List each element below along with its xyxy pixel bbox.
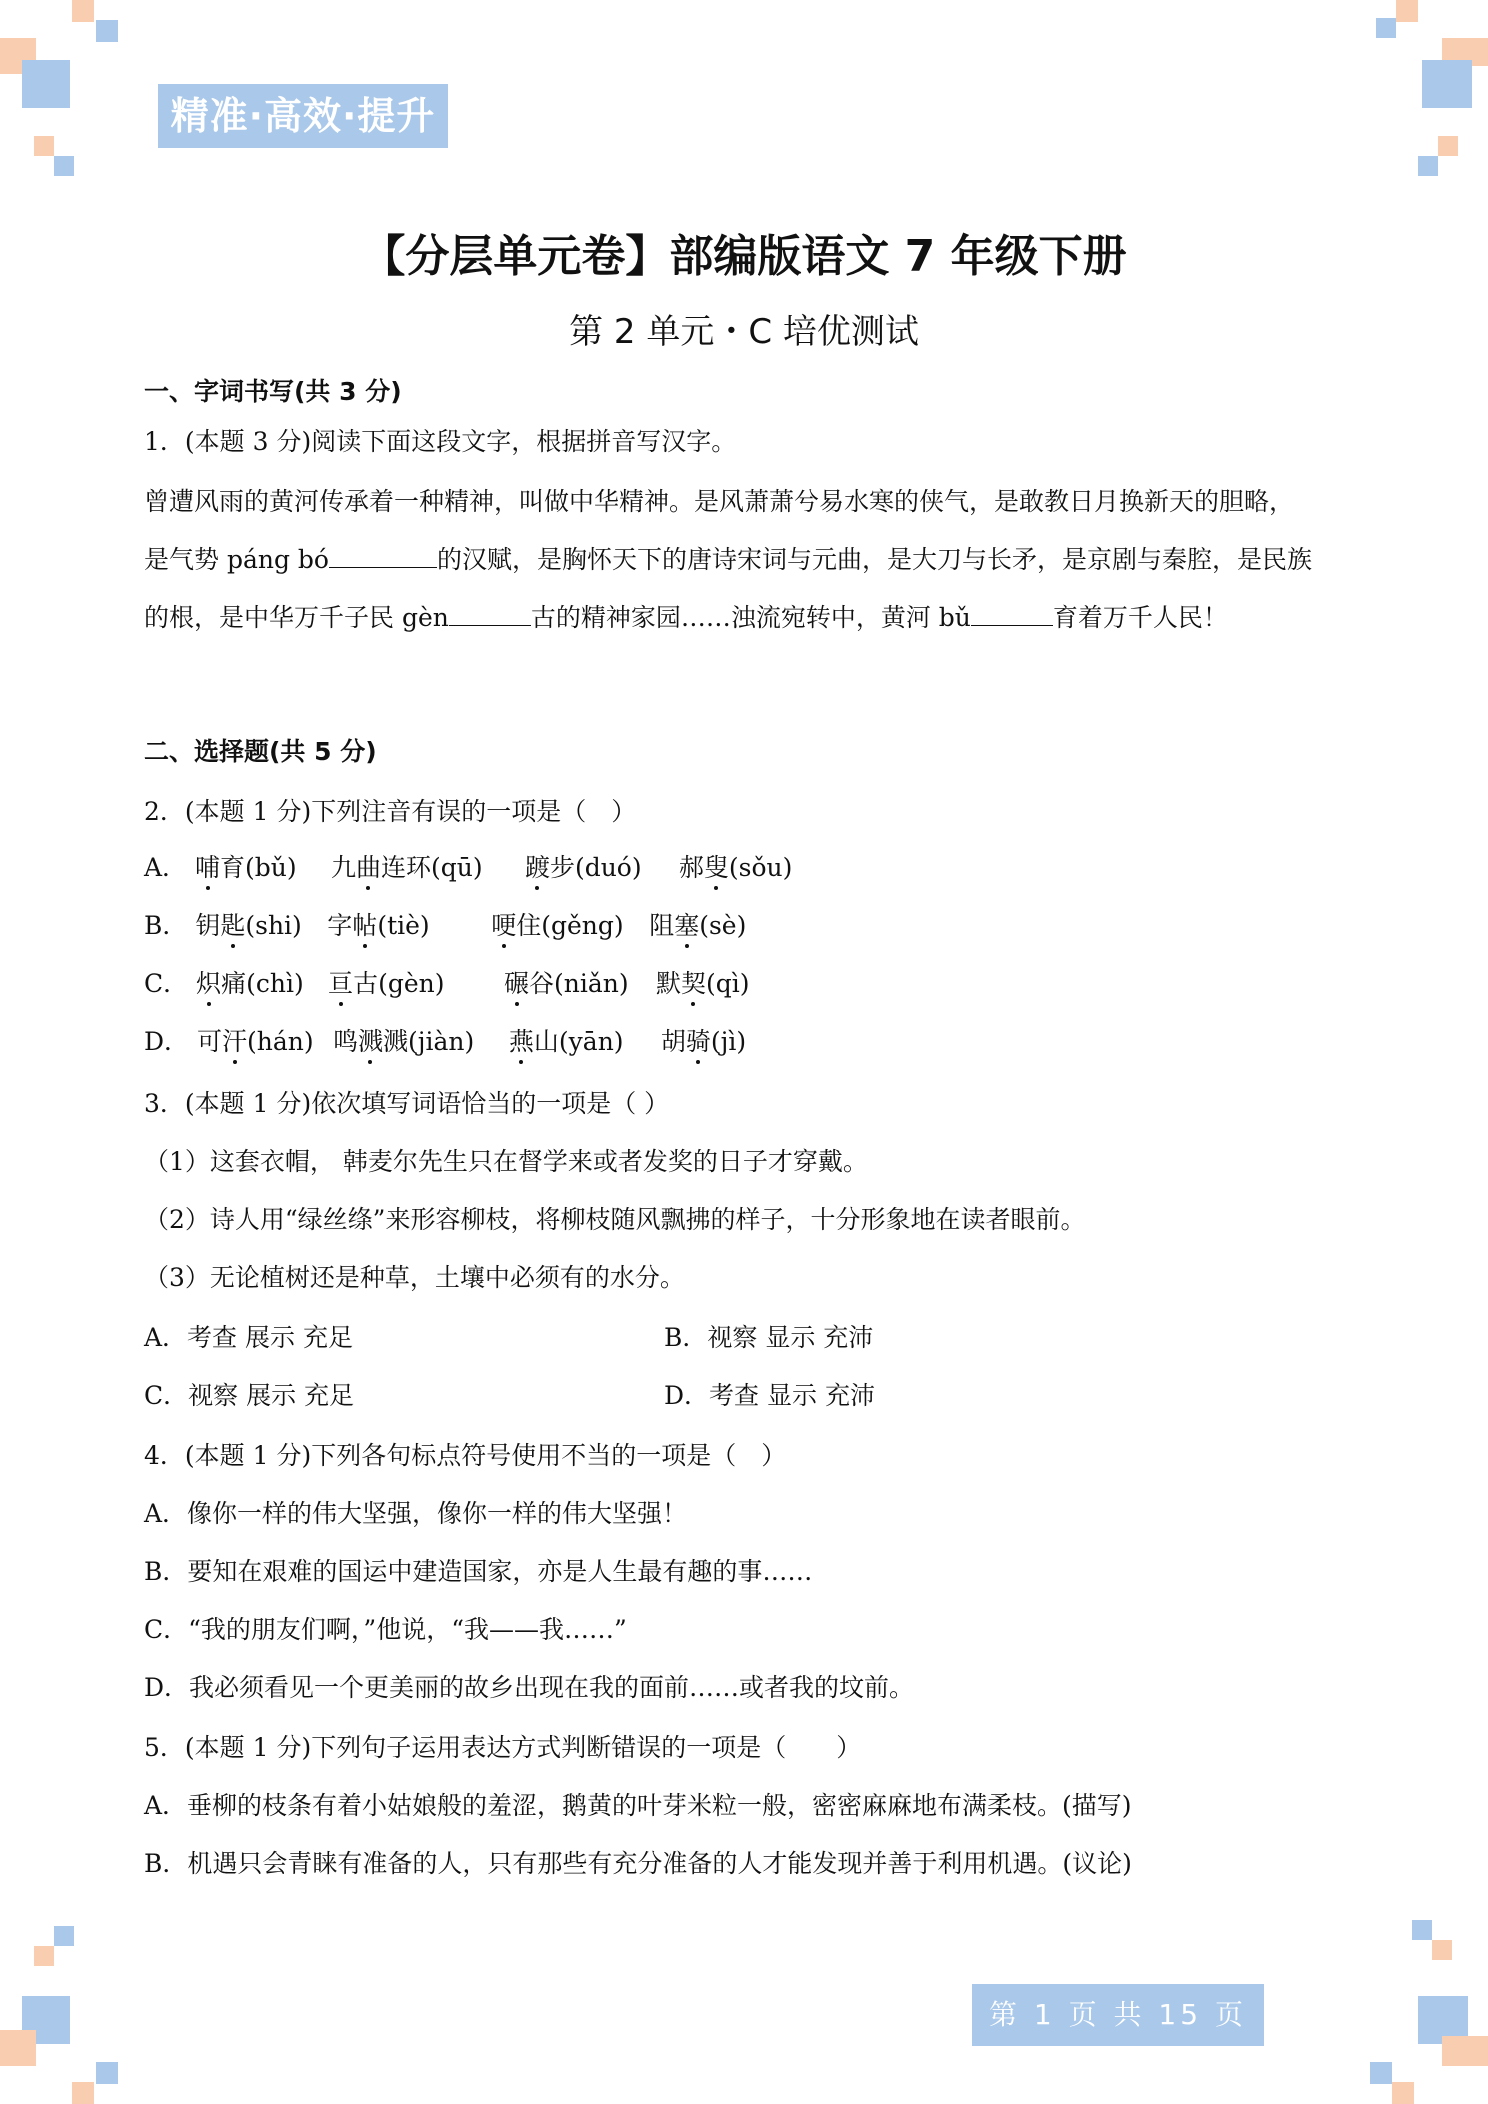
decor-square <box>72 0 94 22</box>
text-segment: 的汉赋，是胸怀天下的唐诗宋词与元曲，是大刀与长矛，是京剧与秦腔，是民族 <box>436 545 1312 574</box>
question-1-text-line: 曾遭风雨的黄河传承着一种精神，叫做中华精神。是风萧萧兮易水寒的侠气，是敢教日月换新天的胆略， <box>144 487 1295 516</box>
question-2-option-b[interactable] <box>144 906 746 942</box>
fill-blank[interactable] <box>971 603 1053 626</box>
option-item: 亘古(gèn) <box>328 969 445 998</box>
decor-square <box>1418 156 1438 176</box>
question-3-option-d[interactable]: D．考查 显示 充沛 <box>664 1381 875 1410</box>
option-label: C． <box>144 969 189 998</box>
option-item: 碾谷(niǎn) <box>504 969 629 998</box>
decor-square <box>1422 60 1472 108</box>
option-item: 可汗(hán) <box>197 1027 314 1056</box>
decor-square <box>1432 1940 1452 1960</box>
page-number-badge: 第 1 页 共 15 页 <box>972 1984 1264 2046</box>
question-4-option-c[interactable]: C．“我的朋友们啊，”他说，“我——我……” <box>144 1615 627 1644</box>
question-1-text-line <box>144 598 1228 634</box>
option-label: D． <box>144 1027 190 1056</box>
question-2-option-c[interactable] <box>144 964 750 1000</box>
page-subtitle: 第 2 单元・C 培优测试 <box>569 312 919 352</box>
option-item: 阻塞(sè) <box>649 911 747 940</box>
question-1-text-line <box>144 540 1312 576</box>
text-segment: 古的精神家园……浊流宛转中，黄河 bǔ <box>530 603 971 632</box>
decor-square <box>1438 136 1458 156</box>
question-4-option-b[interactable]: B．要知在艰难的国运中建造国家，亦是人生最有趣的事…… <box>144 1557 813 1586</box>
section-heading-1: 一、字词书写(共 3 分) <box>144 377 402 406</box>
question-3-option-c[interactable]: C．视察 展示 充足 <box>144 1381 355 1410</box>
decor-square <box>34 136 54 156</box>
question-3-sentence: （2）诗人用“绿丝绦”来形容柳枝，将柳枝随风飘拂的样子，十分形象地在读者眼前。 <box>144 1205 1086 1234</box>
question-3-sentence: （1）这套衣帽， 韩麦尔先生只在督学来或者发奖的日子才穿戴。 <box>144 1147 868 1176</box>
decor-square <box>34 1946 54 1966</box>
option-item: 燕山(yān) <box>508 1027 624 1056</box>
option-item: 哺育(bǔ) <box>195 853 297 882</box>
option-label: A． <box>144 853 188 882</box>
option-item: 鸣溅溅(jiàn) <box>332 1027 475 1056</box>
question-2-stem: 2．(本题 1 分)下列注音有误的一项是（ ） <box>144 797 637 826</box>
section-heading-2: 二、选择题(共 5 分) <box>144 737 377 766</box>
page-title: 【分层单元卷】部编版语文 7 年级下册 <box>361 231 1127 282</box>
decor-square <box>1392 2082 1414 2104</box>
question-5-stem: 5．(本题 1 分)下列句子运用表达方式判断错误的一项是（ ） <box>144 1733 862 1762</box>
option-item: 默契(qì) <box>655 969 750 998</box>
decor-square <box>0 2030 36 2066</box>
text-segment: 育着万千人民！ <box>1052 603 1228 632</box>
question-1-stem: 1．(本题 3 分)阅读下面这段文字，根据拼音写汉字。 <box>144 427 737 456</box>
question-3-sentence: （3）无论植树还是种草，土壤中必须有的水分。 <box>144 1263 685 1292</box>
decor-square <box>96 20 118 42</box>
option-item: 哽住(gěng) <box>491 911 624 940</box>
decor-square <box>1412 1920 1432 1940</box>
decor-square <box>1442 2036 1488 2066</box>
option-item: 九曲连环(qū) <box>330 853 483 882</box>
option-item: 字帖(tiè) <box>327 911 430 940</box>
question-2-option-d[interactable] <box>144 1022 746 1058</box>
option-item: 踱步(duó) <box>524 853 642 882</box>
decor-square <box>96 2062 118 2084</box>
decor-square <box>72 2082 94 2104</box>
decor-square <box>54 156 74 176</box>
option-item: 胡骑(jì) <box>660 1027 747 1056</box>
question-2-option-a[interactable] <box>144 848 792 884</box>
question-3-option-a[interactable]: A．考查 展示 充足 <box>144 1323 353 1352</box>
question-5-option-a[interactable]: A．垂柳的枝条有着小姑娘般的羞涩，鹅黄的叶芽米粒一般，密密麻麻地布满柔枝。(描写) <box>144 1791 1132 1820</box>
option-item: 炽痛(chì) <box>196 969 304 998</box>
question-4-option-a[interactable]: A．像你一样的伟大坚强，像你一样的伟大坚强！ <box>144 1499 688 1528</box>
decor-square <box>1396 0 1418 22</box>
decor-square <box>54 1926 74 1946</box>
decor-square <box>1370 2062 1392 2084</box>
option-item: 郝叟(sǒu) <box>678 853 793 882</box>
option-item: 钥匙(shi) <box>195 911 302 940</box>
header-banner: 精准·高效·提升 <box>158 84 448 148</box>
question-4-stem: 4．(本题 1 分)下列各句标点符号使用不当的一项是（ ） <box>144 1441 787 1470</box>
option-label: B． <box>144 911 188 940</box>
decor-square <box>22 60 70 108</box>
question-5-option-b[interactable]: B．机遇只会青睐有准备的人，只有那些有充分准备的人才能发现并善于利用机遇。(议论) <box>144 1849 1132 1878</box>
text-segment: 是气势 páng bó <box>144 545 329 574</box>
fill-blank[interactable] <box>329 545 437 568</box>
question-3-option-b[interactable]: B．视察 显示 充沛 <box>664 1323 874 1352</box>
question-4-option-d[interactable]: D．我必须看见一个更美丽的故乡出现在我的面前……或者我的坟前。 <box>144 1673 915 1702</box>
text-segment: 的根，是中华万千子民 gèn <box>144 603 449 632</box>
decor-square <box>1376 18 1396 38</box>
fill-blank[interactable] <box>449 603 531 626</box>
question-3-stem: 3．(本题 1 分)依次填写词语恰当的一项是（ ） <box>144 1089 670 1118</box>
